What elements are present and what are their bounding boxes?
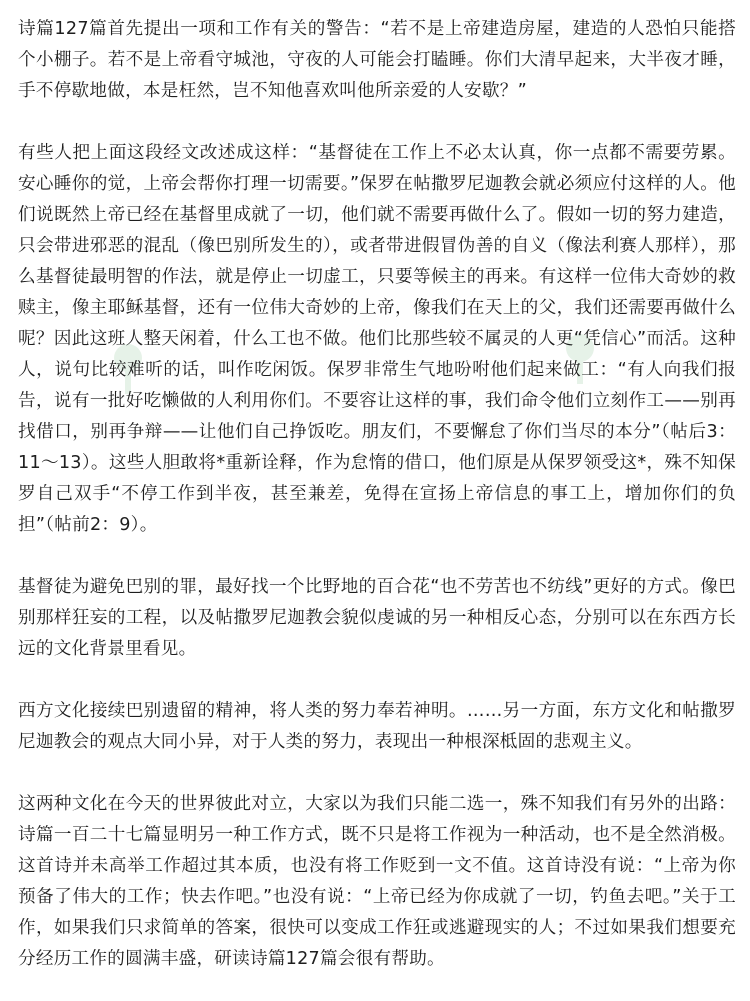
paragraph-4: 西方文化接续巴别遗留的精神，将人类的努力奉若神明。……另一方面，东方文化和帖撒罗尼迦教会的观点大同小异，对于人类的努力，表现出一种根深柢固的悲观主义。	[18, 701, 736, 752]
paragraph-5: 这两种文化在今天的世界彼此对立，大家以为我们只能二选一，殊不知我们有另外的出路：诗篇一百二十七篇显明另一种工作方式，既不只是将工作视为一种活动，也不是全然消极。这首诗并未高举工作超过其本质，也没有将工作贬到一文不值。这首诗没有说：“上帝为你预备了伟大的工作；快去作吧。”也没有说：“上帝已经为你成就了一切，钓鱼去吧。”关于工作，如果我们只求简单的答案，很快可以变成工作狂或逃避现实的人；不过如果我们想要充分经历工作的圆满丰盛，研读诗篇127篇会很有帮助。	[18, 794, 736, 969]
paragraph-3: 基督徒为避免巴别的罪，最好找一个比野地的百合花“也不劳苦也不纺线”更好的方式。像巴别那样狂妄的工程，以及帖撒罗尼迦教会貌似虔诚的另一种相反心态，分别可以在东西方长远的文化背景里看见。	[18, 577, 736, 659]
paragraph-2: 有些人把上面这段经文改述成这样：“基督徒在工作上不必太认真，你一点都不需要劳累。安心睡你的觉，上帝会帮你打理一切需要。”保罗在帖撒罗尼迦教会就必须应付这样的人。他们说既然上帝已经在基督里成就了一切，他们就不需要再做什么了。假如一切的努力建造，只会带进邪恶的混乱（像巴别所发生的），或者带进假冒伪善的自义（像法利赛人那样），那么基督徒最明智的作法，就是停止一切虚工，只要等候主的再来。有这样一位伟大奇妙的救赎主，像主耶稣基督，还有一位伟大奇妙的上帝，像我们在天上的父，我们还需要再做什么呢？因此这班人整天闲着，什么工也不做。他们比那些较不属灵的人更“凭信心”而活。这种人，说句比较难听的话，叫作吃闲饭。保罗非常生气地吩咐他们起来做工：“有人向我们报告，说有一批好吃懒做的人利用你们。不要容让这样的事，我们命令他们立刻作工——别再找借口，别再争辩——让他们自己挣饭吃。朋友们，不要懈怠了你们当尽的本分”（帖后3：11～13）。这些人胆敢将*重新诠释，作为怠惰的借口，他们原是从保罗领受这*，殊不知保罗自己双手“不停工作到半夜，甚至兼差，免得在宣扬上帝信息的事工上，增加你们的负担”（帖前2：9）。	[18, 143, 736, 535]
article-body	[18, 14, 736, 975]
paragraph-1: 诗篇127篇首先提出一项和工作有关的警告：“若不是上帝建造房屋，建造的人恐怕只能搭个小棚子。若不是上帝看守城池，守夜的人可能会打瞌睡。你们大清早起来，大半夜才睡，手不停歇地做，本是枉然，岂不知他喜欢叫他所亲爱的人安歇？”	[18, 19, 736, 101]
